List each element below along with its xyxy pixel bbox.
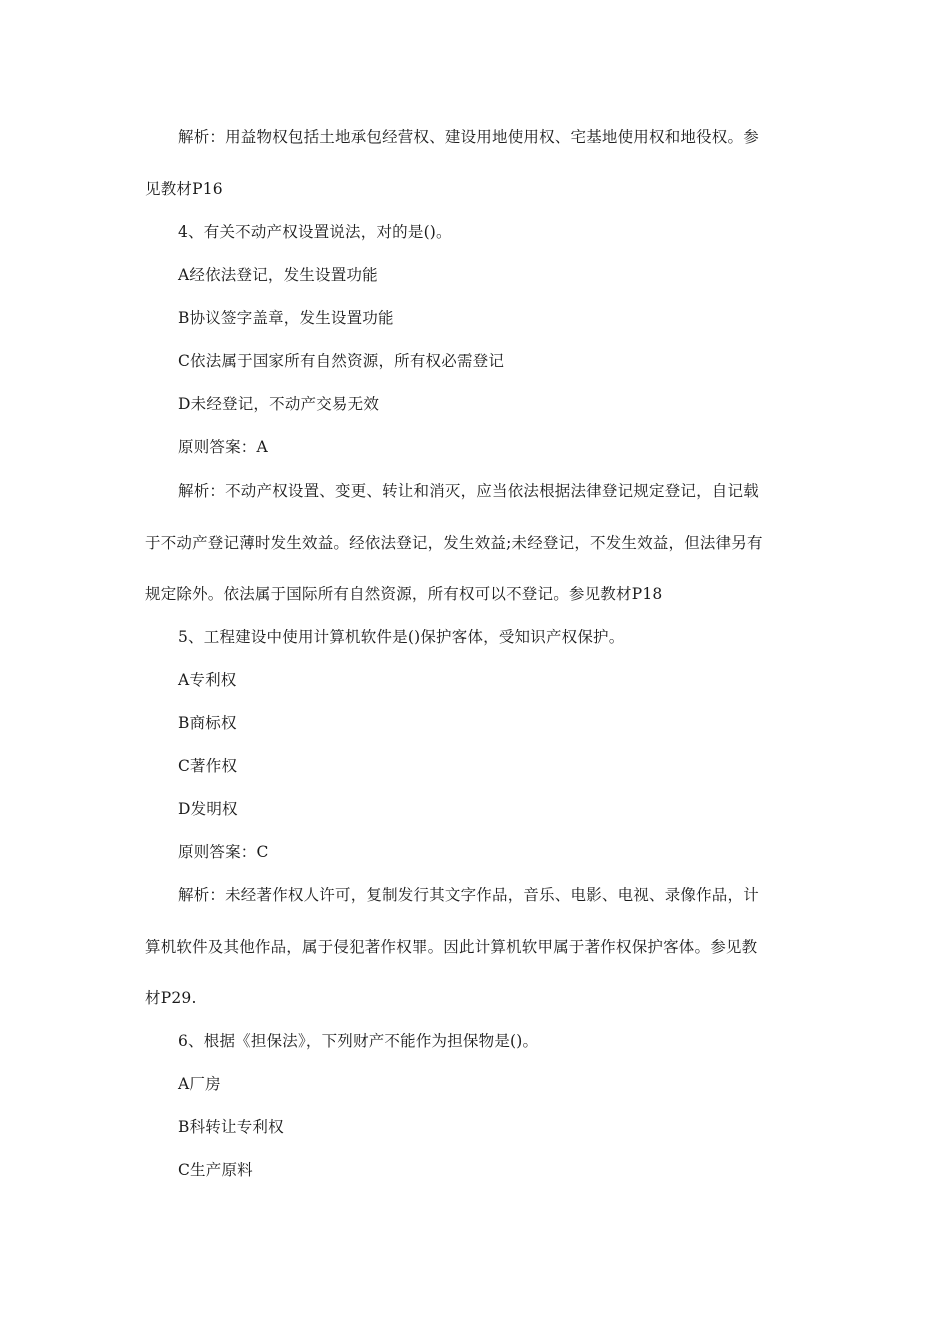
- question-4-option-b: B协议签字盖章，发生设置功能: [178, 309, 394, 327]
- analysis-paragraph-line: 解析：未经著作权人许可，复制发行其文字作品，音乐、电影、电视、录像作品，计: [178, 886, 759, 904]
- question-5-text: 5、工程建设中使用计算机软件是()保护客体，受知识产权保护。: [178, 628, 625, 646]
- question-4-option-d: D未经登记，不动产交易无效: [178, 395, 380, 413]
- analysis-paragraph-line: 材P29.: [145, 989, 197, 1007]
- question-6-option-a: A厂房: [178, 1075, 221, 1093]
- question-5-option-a: A专利权: [178, 671, 237, 689]
- question-4-option-a: A经依法登记，发生设置功能: [178, 266, 378, 284]
- question-6-option-b: B科转让专利权: [178, 1118, 284, 1136]
- question-6-text: 6、根据《担保法》，下列财产不能作为担保物是()。: [178, 1032, 539, 1050]
- question-5-option-b: B商标权: [178, 714, 237, 732]
- question-4-answer: 原则答案：A: [178, 438, 268, 456]
- analysis-paragraph-line: 解析：用益物权包括土地承包经营权、建设用地使用权、宅基地使用权和地役权。参: [178, 128, 759, 146]
- question-5-option-d: D发明权: [178, 800, 238, 818]
- question-5-answer: 原则答案：C: [178, 843, 269, 861]
- analysis-paragraph-line: 见教材P16: [145, 180, 223, 198]
- question-4-option-c: C依法属于国家所有自然资源，所有权必需登记: [178, 352, 505, 370]
- analysis-paragraph-line: 于不动产登记薄时发生效益。经依法登记，发生效益;未经登记，不发生效益，但法律另有: [145, 534, 763, 552]
- analysis-paragraph-line: 规定除外。依法属于国际所有自然资源，所有权可以不登记。参见教材P18: [145, 585, 663, 603]
- question-5-option-c: C著作权: [178, 757, 238, 775]
- question-4-text: 4、有关不动产权设置说法，对的是()。: [178, 223, 452, 241]
- analysis-paragraph-line: 解析：不动产权设置、变更、转让和消灭，应当依法根据法律登记规定登记，自记载: [178, 482, 759, 500]
- question-6-option-c: C生产原料: [178, 1161, 253, 1179]
- analysis-paragraph-line: 算机软件及其他作品，属于侵犯著作权罪。因此计算机软甲属于著作权保护客体。参见教: [145, 938, 758, 956]
